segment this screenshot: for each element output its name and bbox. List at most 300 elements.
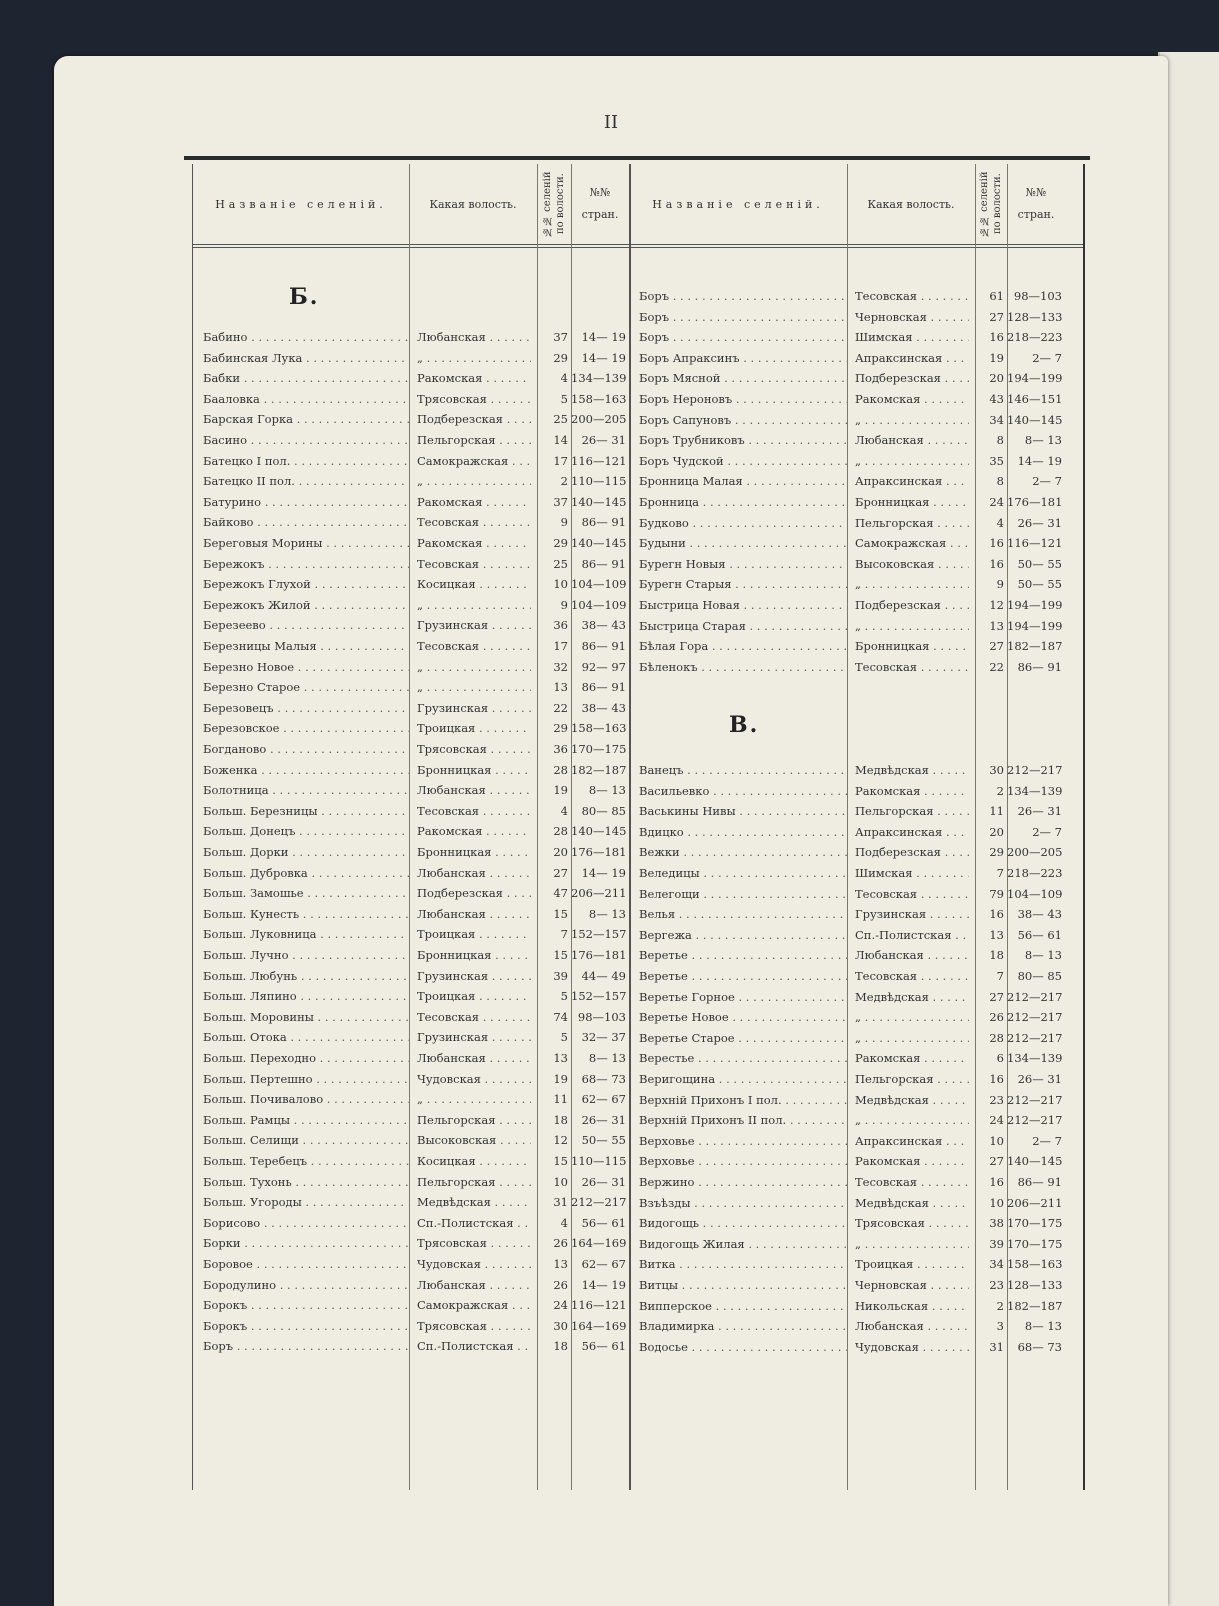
volost-name: Тесовская . . . (417, 512, 531, 533)
volost-name: Грузинская . . . (417, 1027, 531, 1048)
settlement-number: 29 (553, 536, 568, 550)
settlement-name: Водосье . . . (639, 1337, 847, 1358)
settlement-name: Больш. Луковница . . . (203, 924, 409, 945)
settlement-number: 9 (996, 577, 1004, 592)
page-range: 158—163 (1007, 1257, 1062, 1272)
page-range: 2— 7 (1032, 824, 1062, 839)
settlement-name: Березовское . . . (203, 718, 409, 739)
page-range: 176—181 (571, 948, 626, 962)
settlement-name: Бѣленокъ . . . (639, 657, 847, 678)
settlement-number: 31 (989, 1339, 1004, 1354)
settlement-name: Борисово . . . (203, 1213, 409, 1234)
table-row (193, 1048, 1081, 1069)
volost-name: Косицкая . . . (417, 574, 531, 595)
volost-name: Троицкая . . . (855, 1254, 969, 1275)
volost-name: Бронницкая . . . (855, 492, 969, 513)
volost-name: Чудовская . . . (855, 1337, 969, 1358)
settlement-number: 9 (560, 597, 568, 612)
header-name-right: Названіе селеній. (652, 197, 824, 211)
page-range: 56— 61 (581, 1339, 626, 1354)
volost-name: Ракомская . . . (417, 533, 531, 554)
volost-name: Чудовская . . . (417, 1069, 531, 1090)
settlement-name: Владимирка . . . (639, 1316, 847, 1337)
page-range: 218—223 (1007, 866, 1062, 880)
table-row (193, 348, 1081, 369)
page-range: 134—139 (1007, 783, 1062, 798)
settlement-number: 79 (989, 886, 1004, 901)
settlement-name: Вергежа . . . (639, 925, 847, 946)
settlement-name: Березно Старое . . . (203, 677, 409, 698)
index-table (192, 164, 1085, 1490)
page-range: 212—217 (1007, 1092, 1062, 1107)
volost-name: Шимская . . . (855, 863, 969, 884)
volost-name: Бронницкая . . . (855, 636, 969, 657)
settlement-name: Больш. Березницы . . . (203, 801, 409, 822)
page-range: 80— 85 (1017, 969, 1062, 983)
table-row (193, 1275, 1081, 1296)
volost-name: Подберезская . . . (855, 842, 969, 863)
volost-name: Сп.-Полистская . . . (417, 1213, 531, 1234)
volost-name: Пельгорская . . . (855, 1069, 969, 1090)
header-pages-left (571, 164, 629, 244)
top-rule (184, 156, 1090, 160)
settlement-number: 2 (996, 783, 1004, 798)
settlement-name: Бурегн Новыя . . . (639, 554, 847, 575)
settlement-name: Больш. Угороды . . . (203, 1192, 409, 1213)
settlement-name: Быстрица Новая . . . (639, 595, 847, 616)
volost-name: Тесовская . . . (417, 636, 531, 657)
settlement-number: 28 (553, 762, 568, 777)
table-row (193, 822, 1081, 843)
settlement-number: 26 (553, 1236, 568, 1251)
page-range: 212—217 (1007, 1030, 1062, 1045)
table-row (193, 533, 1081, 554)
settlement-number: 10 (989, 1195, 1004, 1210)
settlement-name: Батецко I пол. . . . (203, 451, 409, 472)
page-range: 212—217 (1007, 763, 1062, 777)
page-range: 68— 73 (581, 1071, 626, 1086)
page-range: 116—121 (1007, 536, 1062, 551)
page-range: 62— 67 (581, 1092, 626, 1107)
volost-name: Тесовская . . . (417, 801, 531, 822)
page-range: 176—181 (1007, 495, 1062, 509)
settlement-name: Больш. Рамцы . . . (203, 1110, 409, 1131)
table-row (193, 451, 1081, 472)
volost-name: Ракомская . . . (855, 781, 969, 802)
settlement-name: Боръ . . . (639, 286, 847, 307)
settlement-number: 18 (553, 1112, 568, 1127)
volost-name: Троицкая . . . (417, 986, 531, 1007)
page-range: 164—169 (571, 1236, 626, 1251)
volost-name: Медвѣдская . . . (855, 1193, 969, 1214)
volost-name: Шимская . . . (855, 327, 969, 348)
page-range: 98—103 (1013, 289, 1062, 303)
page-range: 8— 13 (588, 1051, 626, 1065)
page-range: 110—115 (571, 1154, 626, 1168)
volost-name: Любанская . . . (855, 430, 969, 451)
settlement-number: 20 (989, 371, 1004, 386)
settlement-number: 16 (989, 330, 1004, 345)
settlement-name: Боръ Сапуновъ . . . (639, 410, 847, 431)
section-letter-b: Б. (289, 284, 320, 310)
page-range: 110—115 (571, 474, 626, 489)
settlement-number: 17 (553, 453, 568, 468)
page-range: 140—145 (571, 536, 626, 550)
volost-name: Тесовская . . . (855, 1172, 969, 1193)
volost-name: Подберезская . . . (855, 368, 969, 389)
volost-name: Пельгорская . . . (417, 1110, 531, 1131)
settlement-number: 12 (553, 1133, 568, 1148)
page-range: 194—199 (1007, 371, 1062, 386)
table-row (193, 1234, 1081, 1255)
settlement-name: Больш. Почивалово . . . (203, 1089, 409, 1110)
table-row (193, 1110, 1081, 1131)
settlement-number: 39 (553, 968, 568, 983)
volost-name: Самокражская . . . (417, 1295, 531, 1316)
header-volost-right: Какая волость. (867, 197, 955, 211)
table-row (193, 1151, 1081, 1172)
header-num-left: №№ селеній по волости. (542, 171, 566, 237)
page-range: 14— 19 (1017, 453, 1062, 468)
settlement-number: 13 (989, 927, 1004, 942)
page-range: 14— 19 (581, 865, 626, 880)
settlement-number: 20 (553, 845, 568, 859)
table-row (193, 1193, 1081, 1214)
settlement-name: Боръ Трубниковъ . . . (639, 430, 847, 451)
page-range: 26— 31 (1017, 1072, 1062, 1086)
volost-name: Любанская . . . (417, 1275, 531, 1296)
settlement-number: 29 (989, 845, 1004, 860)
page-range: 2— 7 (1032, 474, 1062, 489)
settlement-number: 19 (553, 783, 568, 798)
settlement-name: Витка . . . (639, 1254, 847, 1275)
settlement-number: 16 (989, 556, 1004, 571)
volost-name: Любанская . . . (417, 327, 531, 348)
volost-name: Бронницкая . . . (417, 945, 531, 966)
settlement-number: 13 (553, 680, 568, 695)
volost-name: Трясовская . . . (855, 1213, 969, 1234)
settlement-number: 11 (553, 1092, 568, 1107)
table-row (193, 1172, 1081, 1193)
volost-name: Самокражская . . . (855, 533, 969, 554)
page-range: 86— 91 (581, 639, 626, 653)
settlement-name: Береговыя Морины . . . (203, 533, 409, 554)
settlement-number: 10 (553, 577, 568, 592)
table-row (193, 781, 1081, 802)
table-row (193, 286, 1081, 307)
page-range: 2— 7 (1032, 350, 1062, 365)
settlement-name: Байково . . . (203, 512, 409, 533)
volost-name: „ . . . (417, 657, 531, 678)
settlement-number: 23 (989, 1092, 1004, 1107)
volost-name: Ракомская . . . (855, 1151, 969, 1172)
volost-name: „ . . . (855, 1007, 969, 1028)
page-range: 212—217 (1007, 1010, 1062, 1025)
settlement-name: Больш. Моровины . . . (203, 1007, 409, 1028)
table-row (193, 430, 1081, 451)
page-range: 206—211 (571, 886, 626, 901)
volost-name: Трясовская . . . (417, 739, 531, 760)
page-range: 44— 49 (581, 968, 626, 983)
volost-name: Подберезская . . . (855, 595, 969, 616)
page-range: 26— 31 (1017, 804, 1062, 819)
settlement-name: Бааловка . . . (203, 389, 409, 410)
table-row (193, 904, 1081, 925)
page-range: 152—157 (571, 989, 626, 1004)
table-row (193, 1028, 1081, 1049)
settlement-number: 7 (996, 866, 1004, 880)
page-range: 92— 97 (581, 659, 626, 674)
settlement-name: Васильевко . . . (639, 781, 847, 802)
settlement-name: Верховье . . . (639, 1131, 847, 1152)
settlement-name: Больш. Переходно . . . (203, 1048, 409, 1069)
volost-name: Трясовская . . . (417, 1233, 531, 1254)
settlement-number: 8 (996, 433, 1004, 448)
page-range: 14— 19 (581, 350, 626, 365)
settlement-name: Бережокъ Глухой . . . (203, 574, 409, 595)
settlement-name: Батецко II пол. . . . (203, 471, 409, 492)
table-row (193, 574, 1081, 595)
settlement-name: Больш. Донецъ . . . (203, 821, 409, 842)
table-row (193, 492, 1081, 513)
settlement-number: 30 (989, 763, 1004, 777)
settlement-number: 5 (560, 1030, 568, 1045)
settlement-number: 20 (989, 824, 1004, 839)
settlement-name: Боровое . . . (203, 1254, 409, 1275)
settlement-name: Верховье . . . (639, 1151, 847, 1172)
settlement-number: 13 (989, 618, 1004, 633)
table-row (193, 554, 1081, 575)
page-range: 212—217 (1007, 1113, 1062, 1128)
table-row (193, 389, 1081, 410)
settlement-number: 11 (989, 804, 1004, 819)
settlement-name: Борки . . . (203, 1233, 409, 1254)
page-range: 8— 13 (1024, 1319, 1062, 1334)
page-range: 158—163 (571, 391, 626, 406)
settlement-name: Васькины Нивы . . . (639, 801, 847, 822)
settlement-number: 24 (553, 1298, 568, 1313)
settlement-name: Бородулино . . . (203, 1275, 409, 1296)
settlement-name: Болотница . . . (203, 780, 409, 801)
settlement-name: Верхній Прихонъ I пол. . . . (639, 1090, 847, 1111)
settlement-name: Больш. Замошье . . . (203, 883, 409, 904)
page-range: 182—187 (1007, 1298, 1062, 1313)
table-row (193, 801, 1081, 822)
volost-name: Медвѣдская . . . (417, 1192, 531, 1213)
settlement-name: Больш. Тухонь . . . (203, 1172, 409, 1193)
volost-name: Любанская . . . (417, 904, 531, 925)
page-range: 194—199 (1007, 598, 1062, 612)
page-range: 86— 91 (581, 515, 626, 530)
page-range: 26— 31 (581, 1112, 626, 1127)
settlement-name: Вдицко . . . (639, 822, 847, 843)
settlement-name: Бронница . . . (639, 492, 847, 513)
page-range: 116—121 (571, 453, 626, 468)
volost-name: Ракомская . . . (855, 1048, 969, 1069)
settlement-number: 14 (553, 433, 568, 447)
volost-name: Ракомская . . . (855, 389, 969, 410)
settlement-number: 16 (989, 907, 1004, 922)
volost-name: Любанская . . . (417, 780, 531, 801)
volost-name: „ . . . (855, 1234, 969, 1255)
page-range: 218—223 (1007, 330, 1062, 345)
volost-name: Самокражская . . . (417, 451, 531, 472)
table-row (193, 698, 1081, 719)
settlement-number: 29 (553, 350, 568, 365)
page-range: 38— 43 (1017, 907, 1062, 922)
settlement-name: Боженка . . . (203, 760, 409, 781)
settlement-name: Больш. Ляпино . . . (203, 986, 409, 1007)
settlement-name: Випперское . . . (639, 1296, 847, 1317)
table-row (193, 987, 1081, 1008)
table-row (193, 842, 1081, 863)
volost-name: Грузинская . . . (417, 698, 531, 719)
page-range: 200—205 (571, 412, 626, 427)
page-range: 212—217 (1007, 989, 1062, 1004)
header-volost-left: Какая волость. (429, 197, 517, 211)
settlement-number: 19 (989, 350, 1004, 365)
settlement-name: Бурегн Старыя . . . (639, 574, 847, 595)
settlement-number: 13 (553, 1051, 568, 1065)
volost-name: Тесовская . . . (855, 884, 969, 905)
settlement-name: Верестье . . . (639, 1048, 847, 1069)
settlement-number: 47 (553, 886, 568, 901)
page-range: 182—187 (1007, 639, 1062, 654)
settlement-name: Веретье . . . (639, 966, 847, 987)
table-row (193, 1296, 1081, 1317)
page-range: 86— 91 (581, 680, 626, 695)
page-range: 86— 91 (581, 556, 626, 571)
settlement-number: 8 (996, 474, 1004, 489)
settlement-name: Бабки . . . (203, 368, 409, 389)
settlement-number: 36 (553, 618, 568, 633)
volost-name: „ . . . (855, 616, 969, 637)
settlement-name: Бабино . . . (203, 327, 409, 348)
table-row (193, 884, 1081, 905)
table-row (193, 945, 1081, 966)
settlement-number: 30 (553, 1318, 568, 1333)
volost-name: Любанская . . . (417, 863, 531, 884)
settlement-name: Боръ Мясной . . . (639, 368, 847, 389)
volost-name: Тесовская . . . (417, 1007, 531, 1028)
table-row (193, 739, 1081, 760)
volost-name: „ . . . (855, 1110, 969, 1131)
page-range: 134—139 (571, 371, 626, 386)
settlement-number: 3 (996, 1319, 1004, 1334)
settlement-name: Вежки . . . (639, 842, 847, 863)
header-name-left: Названіе селеній. (215, 197, 387, 211)
volost-name: Бронницкая . . . (417, 760, 531, 781)
volost-name: Подберезская . . . (417, 409, 531, 430)
settlement-number: 7 (996, 969, 1004, 983)
settlement-number: 34 (989, 1257, 1004, 1272)
volost-name: „ . . . (855, 451, 969, 472)
settlement-name: Боръ . . . (639, 307, 847, 328)
volost-name: Подберезская . . . (417, 883, 531, 904)
volost-name: Трясовская . . . (417, 1316, 531, 1337)
volost-name: „ . . . (417, 348, 531, 369)
settlement-number: 10 (989, 1133, 1004, 1148)
table-row (193, 1254, 1081, 1275)
page-range: 128—133 (1007, 309, 1062, 324)
settlement-name: Больш. Кунесть . . . (203, 904, 409, 925)
settlement-name: Бѣлая Гора . . . (639, 636, 847, 657)
table-row (193, 760, 1081, 781)
settlement-name: Батурино . . . (203, 492, 409, 513)
volost-name: Грузинская . . . (417, 615, 531, 636)
settlement-name: Верхній Прихонъ II пол. . . . (639, 1110, 847, 1131)
volost-name: Ракомская . . . (417, 492, 531, 513)
settlement-number: 2 (996, 1298, 1004, 1313)
volost-name: Грузинская . . . (855, 904, 969, 925)
page-range: 8— 13 (1024, 948, 1062, 963)
volost-name: Черновская . . . (855, 1275, 969, 1296)
page-range: 176—181 (571, 845, 626, 859)
volost-name: Высоковская . . . (417, 1130, 531, 1151)
settlement-number: 74 (553, 1009, 568, 1024)
page-range: 164—169 (571, 1318, 626, 1333)
settlement-name: Велья . . . (639, 904, 847, 925)
volost-name: „ . . . (417, 595, 531, 616)
volost-name: Сп.-Полистская . . . (417, 1336, 531, 1357)
volost-name: Тесовская . . . (417, 554, 531, 575)
table-row (193, 677, 1081, 698)
settlement-number: 43 (989, 392, 1004, 406)
page-number: II (603, 112, 619, 133)
volost-name: Косицкая . . . (417, 1151, 531, 1172)
table-row (193, 471, 1081, 492)
settlement-name: Видогощь Жилая . . . (639, 1234, 847, 1255)
settlement-number: 4 (996, 515, 1004, 530)
volost-name: Грузинская . . . (417, 966, 531, 987)
volost-name: Никольская . . . (855, 1296, 969, 1317)
settlement-number: 34 (989, 412, 1004, 427)
table-row (193, 1337, 1081, 1358)
settlement-number: 18 (989, 948, 1004, 963)
page-range: 56— 61 (581, 1215, 626, 1230)
settlement-number: 24 (989, 1113, 1004, 1128)
settlement-number: 25 (553, 412, 568, 427)
section-letter-v: В. (729, 712, 760, 738)
volost-name: Тесовская . . . (855, 966, 969, 987)
page-range: 8— 13 (588, 906, 626, 921)
page-range: 104—109 (571, 597, 626, 612)
settlement-name: Березницы Малыя . . . (203, 636, 409, 657)
settlement-name: Веледицы . . . (639, 863, 847, 884)
table-row (193, 925, 1081, 946)
settlement-number: 4 (560, 1215, 568, 1230)
settlement-number: 5 (560, 989, 568, 1004)
settlement-name: Боръ Чудской . . . (639, 451, 847, 472)
settlement-number: 15 (553, 948, 568, 962)
settlement-name: Ванецъ . . . (639, 760, 847, 781)
settlement-name: Веретье Горное . . . (639, 987, 847, 1008)
settlement-name: Больш. Любунь . . . (203, 966, 409, 987)
settlement-number: 22 (553, 700, 568, 715)
header-pages-left-1: №№ (589, 186, 611, 199)
page-range: 14— 19 (581, 330, 626, 344)
settlement-number: 4 (560, 803, 568, 818)
settlement-number: 23 (989, 1278, 1004, 1292)
settlement-number: 39 (989, 1236, 1004, 1251)
page-range: 116—121 (571, 1298, 626, 1313)
page-range: 182—187 (571, 762, 626, 777)
volost-name: Бронницкая . . . (417, 842, 531, 863)
settlement-name: Больш. Лучно . . . (203, 945, 409, 966)
settlement-number: 16 (989, 1175, 1004, 1189)
table-row (193, 307, 1081, 328)
settlement-number: 19 (553, 1071, 568, 1086)
